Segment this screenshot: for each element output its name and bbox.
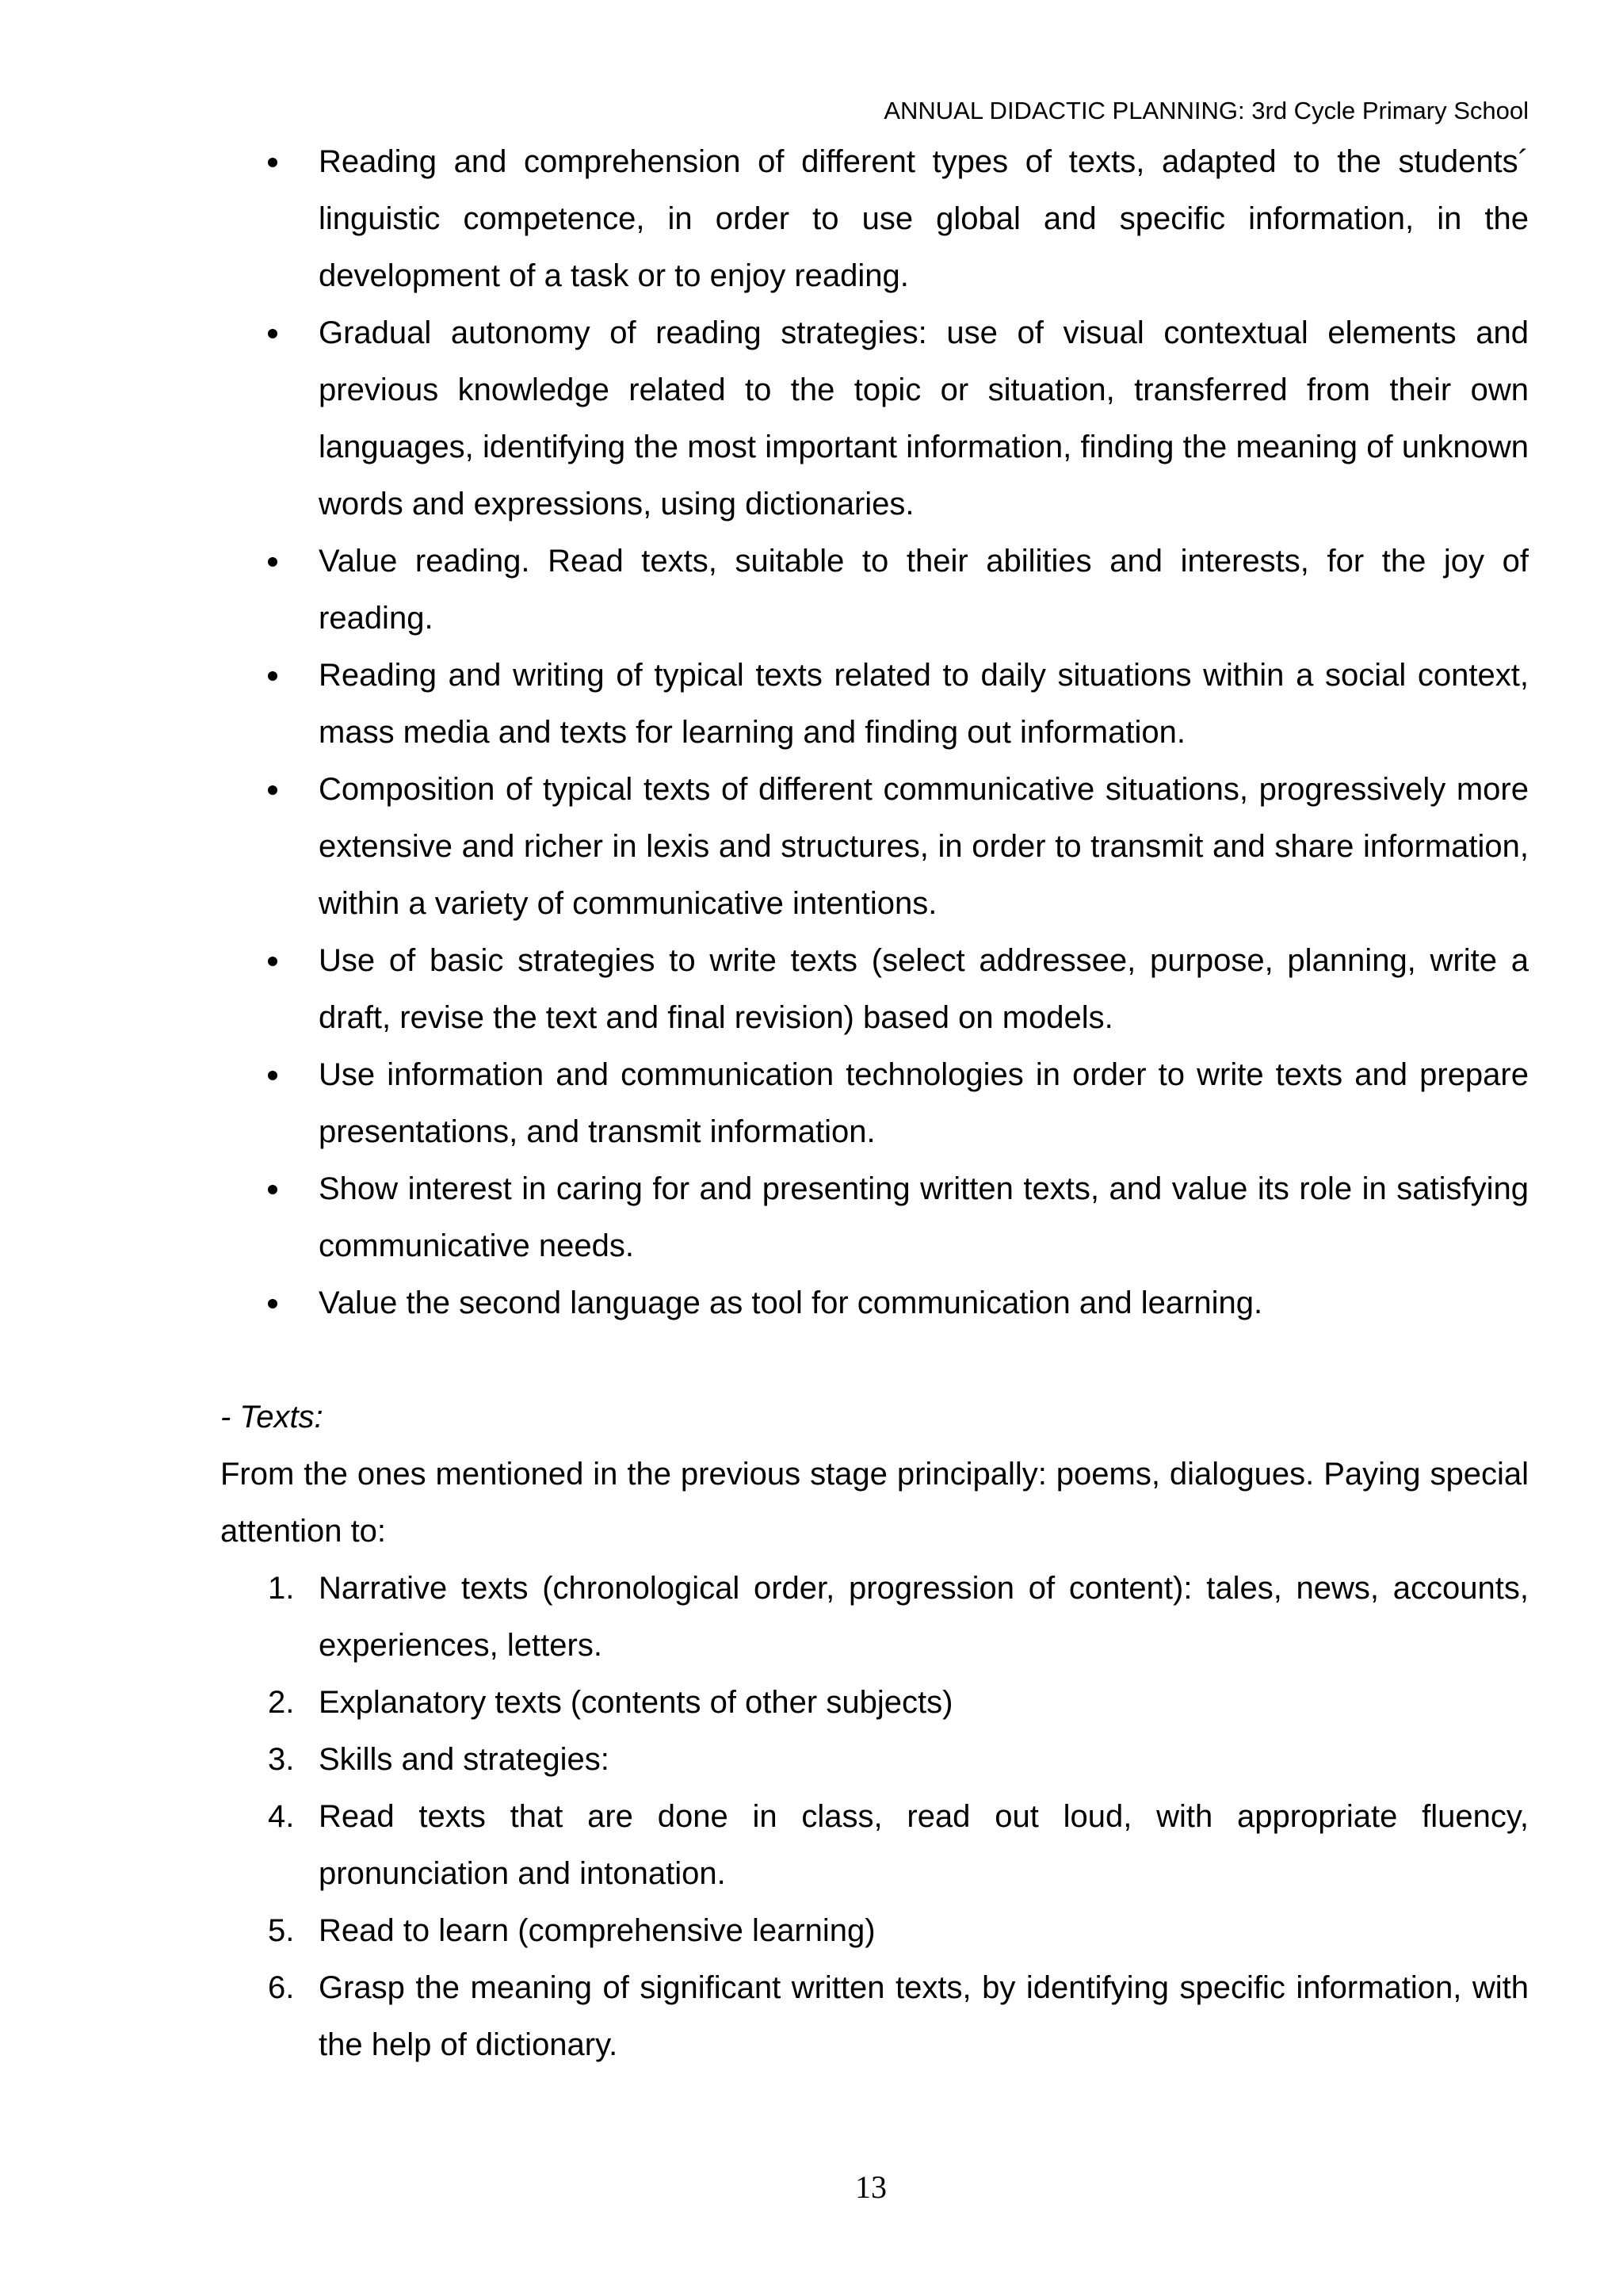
bullet-icon xyxy=(268,557,277,567)
bullet-icon xyxy=(268,957,277,966)
item-number: 4. xyxy=(268,1799,295,1834)
list-item xyxy=(220,1274,1529,1331)
item-number: 5. xyxy=(268,1913,295,1948)
numbered-item-text: Skills and strategies: xyxy=(319,1742,609,1777)
list-item-text: Value the second language as tool for communication and learning. xyxy=(319,1286,1263,1320)
list-item xyxy=(220,133,1529,304)
bullet-icon xyxy=(268,1185,277,1194)
numbered-item-text: Narrative texts (chronological order, progression of content): tales, news, accounts, experiences, letters. xyxy=(319,1571,1529,1663)
page-content xyxy=(220,133,1529,2073)
list-item-text: Reading and comprehension of different types of texts, adapted to the students´ linguistic competence, in order to use global and specific information, in the development of a task or to enjoy reading. xyxy=(319,144,1529,293)
bullet-icon xyxy=(268,1299,277,1308)
list-item xyxy=(220,932,1529,1046)
list-item xyxy=(220,1046,1529,1160)
section-heading: - Texts: xyxy=(220,1400,323,1435)
bullet-list xyxy=(220,133,1529,1331)
list-item-text: Use of basic strategies to write texts (select addressee, purpose, planning, write a draft, revise the text and final revision) based on models. xyxy=(319,943,1529,1035)
numbered-item-text: Explanatory texts (contents of other subjects) xyxy=(319,1685,953,1720)
item-number: 1. xyxy=(268,1571,295,1606)
numbered-item-text: Grasp the meaning of significant written texts, by identifying specific information, with the help of dictionary. xyxy=(319,1970,1529,2062)
list-item-text: Gradual autonomy of reading strategies: use of visual contextual elements and previous knowledge related to the topic or situation, transferred from their own languages, identifying the most important information, finding the meaning of unknown words and expressions, using dictionaries. xyxy=(319,315,1529,521)
list-item-text: Use information and communication technologies in order to write texts and prepare presentations, and transmit information. xyxy=(319,1057,1529,1149)
bullet-icon xyxy=(268,1071,277,1080)
numbered-item-text: Read to learn (comprehensive learning) xyxy=(319,1913,876,1948)
numbered-item xyxy=(220,1959,1529,2073)
list-item xyxy=(220,1160,1529,1274)
list-item-text: Composition of typical texts of different communicative situations, progressively more extensive and richer in lexis and structures, in order to transmit and share information, within a variety of communicative intentions. xyxy=(319,772,1529,921)
bullet-icon xyxy=(268,329,277,338)
list-item xyxy=(220,533,1529,647)
list-item xyxy=(220,647,1529,761)
numbered-item xyxy=(220,1674,1529,1731)
item-number: 6. xyxy=(268,1970,295,2005)
list-item-text: Show interest in caring for and presenting written texts, and value its role in satisfying communicative needs. xyxy=(319,1171,1529,1263)
numbered-item xyxy=(220,1731,1529,1788)
numbered-item-text: Read texts that are done in class, read out loud, with appropriate fluency, pronunciation and intonation. xyxy=(319,1799,1529,1891)
item-number: 2. xyxy=(268,1685,295,1720)
numbered-item xyxy=(220,1560,1529,1674)
section-intro: From the ones mentioned in the previous stage principally: poems, dialogues. Paying special attention to: xyxy=(220,1457,1529,1549)
bullet-icon xyxy=(268,785,277,795)
bullet-icon xyxy=(268,671,277,681)
list-item xyxy=(220,761,1529,932)
list-item-text: Reading and writing of typical texts related to daily situations within a social context, mass media and texts for learning and finding out information. xyxy=(319,658,1529,750)
bullet-icon xyxy=(268,158,277,167)
numbered-item xyxy=(220,1902,1529,1959)
list-item xyxy=(220,304,1529,533)
list-item-text: Value reading. Read texts, suitable to their abilities and interests, for the joy of reading. xyxy=(319,544,1529,636)
numbered-item xyxy=(220,1788,1529,1902)
item-number: 3. xyxy=(268,1742,295,1777)
running-header: ANNUAL DIDACTIC PLANNING: 3rd Cycle Primary School xyxy=(884,97,1529,124)
page-number: 13 xyxy=(855,2169,887,2205)
numbered-list xyxy=(220,1560,1529,2073)
